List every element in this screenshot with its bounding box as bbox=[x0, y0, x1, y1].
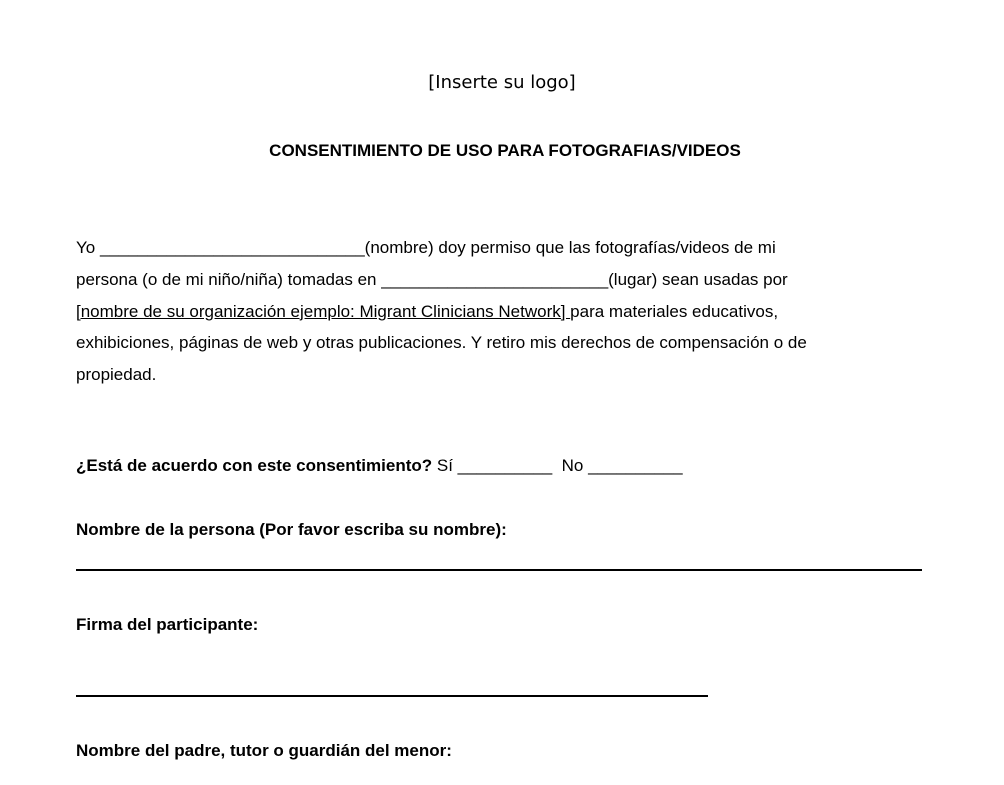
paragraph-line-4: exhibiciones, páginas de web y otras publicaciones. Y retiro mis derechos de compensación o de bbox=[76, 333, 807, 353]
agreement-question bbox=[76, 456, 683, 476]
organization-name-placeholder: [nombre de su organización ejemplo: Migrant Clinicians Network] bbox=[76, 301, 571, 321]
paragraph-line-2: persona (o de mi niño/niña) tomadas en ________________________(lugar) sean usadas por bbox=[76, 269, 788, 289]
participant-signature-line bbox=[76, 695, 708, 697]
agreement-options: Sí __________ No __________ bbox=[432, 456, 683, 475]
consent-paragraph bbox=[76, 232, 936, 391]
person-name-label: Nombre de la persona (Por favor escriba su nombre): bbox=[76, 520, 507, 539]
person-name-line bbox=[76, 569, 922, 571]
agreement-question-text: ¿Está de acuerdo con este consentimiento? bbox=[76, 456, 433, 475]
paragraph-line-1: Yo ____________________________(nombre) doy permiso que las fotografías/videos de mi bbox=[76, 238, 776, 257]
participant-signature-label: Firma del participante: bbox=[76, 615, 259, 634]
paragraph-line-3-rest: para materiales educativos, bbox=[570, 301, 779, 321]
logo-placeholder: [Inserte su logo] bbox=[428, 72, 576, 93]
paragraph-line-3 bbox=[76, 296, 936, 328]
paragraph-line-5: propiedad. bbox=[76, 365, 157, 385]
document-title: CONSENTIMIENTO DE USO PARA FOTOGRAFIAS/VIDEOS bbox=[269, 141, 741, 160]
guardian-name-label: Nombre del padre, tutor o guardián del menor: bbox=[76, 741, 452, 760]
